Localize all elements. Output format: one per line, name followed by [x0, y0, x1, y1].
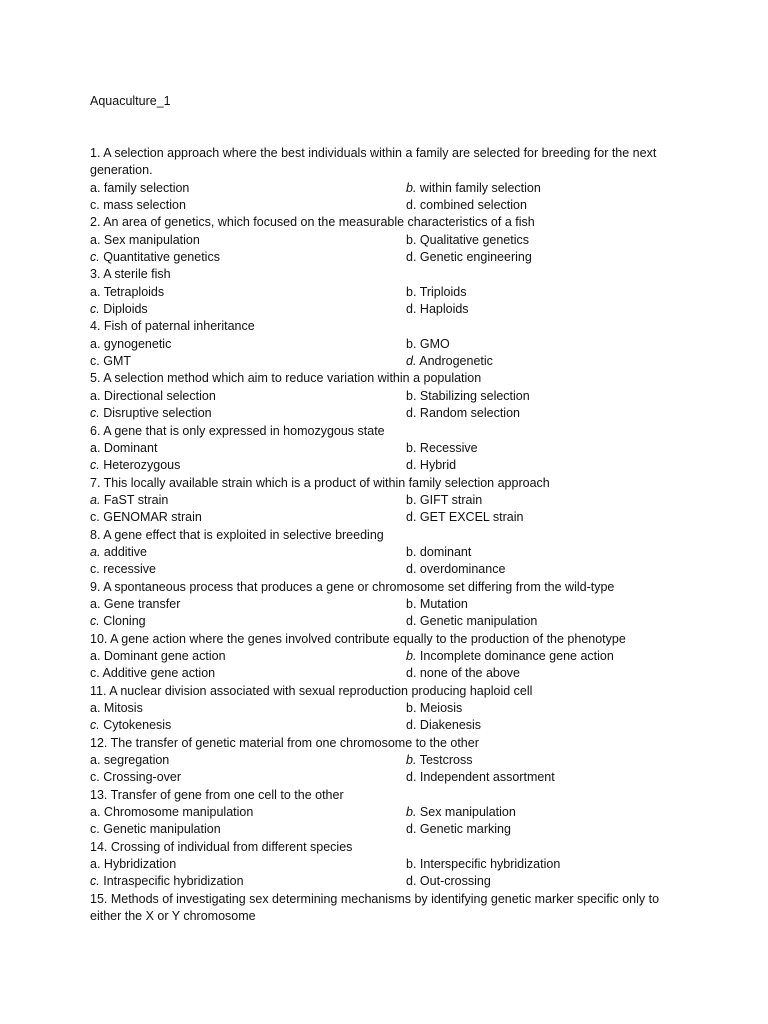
answer-option	[406, 821, 690, 838]
answer-option	[406, 873, 690, 890]
option-text: Testcross	[419, 753, 473, 768]
option-letter: c.	[90, 302, 100, 317]
option-letter: b.	[406, 753, 417, 768]
answer-option	[90, 717, 406, 734]
option-letter: b.	[406, 232, 417, 247]
question-text: 8. A gene effect that is exploited in selective breeding	[90, 527, 384, 542]
answer-options	[90, 752, 690, 787]
option-text: Stabilizing selection	[419, 388, 530, 403]
question-item	[90, 475, 690, 527]
option-text: family selection	[103, 180, 190, 195]
option-letter: a.	[90, 701, 101, 715]
option-letter: c.	[90, 562, 100, 577]
option-text: Androgenetic	[419, 354, 493, 369]
question-item	[90, 370, 690, 422]
option-text: dominant	[419, 544, 472, 559]
answer-option	[90, 648, 406, 665]
option-letter: b.	[406, 440, 417, 455]
answer-options	[90, 232, 690, 267]
option-text: GMO	[419, 336, 450, 351]
option-text: Mutation	[419, 596, 468, 611]
answer-option	[90, 665, 406, 682]
option-text: Cytokenesis	[103, 718, 172, 733]
answer-option	[90, 301, 406, 318]
answer-option	[90, 353, 406, 370]
answer-option	[90, 804, 406, 821]
option-text: GENOMAR strain	[103, 510, 202, 525]
option-text: Gene transfer	[103, 596, 181, 611]
option-text: mass selection	[103, 198, 186, 213]
answer-option	[406, 180, 690, 197]
option-letter: d.	[406, 614, 417, 629]
option-letter: c.	[90, 406, 100, 421]
option-text: Hybridization	[103, 857, 177, 872]
option-text: Genetic engineering	[419, 250, 532, 265]
question-text: 9. A spontaneous process that produces a gene or chromosome set differing from the wild-type	[90, 579, 615, 594]
option-text: Cloning	[103, 614, 146, 629]
option-letter: d.	[406, 562, 417, 577]
option-text: Incomplete dominance gene action	[419, 648, 614, 663]
answer-option	[406, 232, 690, 249]
question-item	[90, 214, 690, 266]
answer-option	[406, 665, 690, 682]
option-text: Recessive	[419, 440, 478, 455]
option-text: Dominant gene action	[103, 648, 226, 663]
answer-option	[90, 769, 406, 786]
answer-option	[90, 336, 406, 353]
question-text: 14. Crossing of individual from different species	[90, 839, 353, 854]
answer-options	[90, 544, 690, 579]
answer-option	[406, 197, 690, 214]
option-letter: b.	[406, 596, 417, 611]
option-letter: a.	[90, 753, 101, 768]
answer-options	[90, 180, 690, 215]
answer-option	[90, 388, 406, 405]
answer-option	[406, 336, 690, 353]
option-text: Hybrid	[419, 458, 457, 473]
option-text: combined selection	[419, 198, 527, 213]
answer-option	[406, 301, 690, 318]
question-text: 4. Fish of paternal inheritance	[90, 319, 255, 334]
option-letter: c.	[90, 198, 100, 213]
answer-option	[90, 856, 406, 873]
option-text: Dominant	[103, 440, 158, 455]
option-letter: d.	[406, 250, 417, 265]
option-letter: c.	[90, 354, 100, 369]
option-text: Qualitative genetics	[419, 232, 530, 247]
answer-option	[90, 544, 406, 561]
option-letter: d.	[406, 458, 417, 473]
option-letter: b.	[406, 180, 417, 195]
option-letter: b.	[406, 388, 417, 403]
option-letter: d.	[406, 406, 417, 421]
answer-option	[90, 232, 406, 249]
option-letter: c.	[90, 458, 100, 473]
option-letter: c.	[90, 250, 100, 265]
option-text: Mitosis	[103, 701, 143, 715]
option-text: Crossing-over	[103, 770, 182, 785]
option-text: Genetic manipulation	[103, 822, 221, 837]
option-letter: a.	[90, 857, 101, 872]
option-letter: b.	[406, 805, 417, 820]
answer-option	[406, 249, 690, 266]
answer-options	[90, 492, 690, 527]
answer-options	[90, 388, 690, 423]
option-text: Disruptive selection	[103, 406, 212, 421]
question-text: 2. An area of genetics, which focused on the measurable characteristics of a fish	[90, 215, 535, 230]
option-letter: d.	[406, 666, 417, 681]
option-letter: b.	[406, 701, 417, 715]
answer-option	[90, 821, 406, 838]
answer-option	[90, 613, 406, 630]
option-text: Meiosis	[419, 701, 463, 715]
option-text: Sex manipulation	[103, 232, 200, 247]
answer-options	[90, 336, 690, 371]
option-letter: d.	[406, 770, 417, 785]
option-letter: d.	[406, 822, 417, 837]
option-letter: b.	[406, 492, 417, 507]
option-letter: c.	[90, 614, 100, 629]
question-text: 7. This locally available strain which is a product of within family selection approach	[90, 475, 550, 490]
option-text: none of the above	[419, 666, 521, 681]
option-letter: a.	[90, 336, 101, 351]
answer-options	[90, 596, 690, 631]
option-letter: c.	[90, 822, 100, 837]
option-text: Intraspecific hybridization	[103, 874, 244, 889]
answer-options	[90, 700, 690, 735]
option-text: GET EXCEL strain	[419, 510, 524, 525]
answer-option	[406, 405, 690, 422]
option-text: additive	[103, 544, 148, 559]
option-letter: c.	[90, 718, 100, 733]
option-letter: c.	[90, 510, 100, 525]
answer-option	[406, 769, 690, 786]
option-text: within family selection	[419, 180, 541, 195]
option-letter: a.	[90, 805, 101, 820]
answer-option	[406, 284, 690, 301]
question-text: 15. Methods of investigating sex determining mechanisms by identifying genetic marker specific only to either the X or Y chromosome	[90, 891, 660, 924]
option-letter: b.	[406, 857, 417, 872]
question-text: 6. A gene that is only expressed in homozygous state	[90, 423, 385, 438]
answer-option	[406, 544, 690, 561]
option-text: Quantitative genetics	[103, 250, 220, 265]
answer-options	[90, 804, 690, 839]
answer-option	[406, 492, 690, 509]
answer-option	[406, 752, 690, 769]
option-letter: a.	[90, 492, 101, 507]
option-letter: a.	[90, 648, 101, 663]
answer-option	[90, 596, 406, 613]
question-item	[90, 631, 690, 683]
option-text: Diakenesis	[419, 718, 482, 733]
option-letter: a.	[90, 544, 101, 559]
answer-options	[90, 284, 690, 319]
option-text: Diploids	[103, 302, 148, 317]
answer-option	[90, 492, 406, 509]
option-letter: c.	[90, 770, 100, 785]
question-item	[90, 318, 690, 370]
option-letter: a.	[90, 284, 101, 299]
question-text: 11. A nuclear division associated with sexual reproduction producing haploid cell	[90, 683, 533, 698]
question-text: 12. The transfer of genetic material from one chromosome to the other	[90, 735, 479, 750]
option-letter: d.	[406, 510, 417, 525]
answer-option	[90, 197, 406, 214]
answer-option	[90, 440, 406, 457]
question-item	[90, 683, 690, 735]
option-text: Additive gene action	[102, 666, 216, 681]
option-letter: d.	[406, 874, 417, 889]
answer-option	[406, 509, 690, 526]
question-item	[90, 266, 690, 318]
answer-options	[90, 440, 690, 475]
question-item	[90, 891, 690, 926]
answer-option	[406, 613, 690, 630]
option-letter: d.	[406, 302, 417, 317]
option-text: overdominance	[419, 562, 506, 577]
answer-option	[406, 856, 690, 873]
answer-options	[90, 648, 690, 683]
option-letter: a.	[90, 596, 101, 611]
option-text: Genetic manipulation	[419, 614, 538, 629]
answer-option	[90, 457, 406, 474]
answer-option	[406, 353, 690, 370]
option-text: Directional selection	[103, 388, 216, 403]
option-text: FaST strain	[103, 492, 169, 507]
document-title: Aquaculture_1	[90, 94, 171, 108]
option-letter: b.	[406, 336, 417, 351]
answer-option	[90, 405, 406, 422]
question-item	[90, 735, 690, 787]
option-letter: c.	[90, 666, 100, 681]
option-text: Sex manipulation	[419, 805, 516, 820]
option-letter: a.	[90, 440, 101, 455]
option-text: Triploids	[419, 284, 467, 299]
option-letter: d.	[406, 718, 417, 733]
answer-option	[406, 596, 690, 613]
option-letter: a.	[90, 388, 101, 403]
option-letter: a.	[90, 232, 101, 247]
option-text: Chromosome manipulation	[103, 805, 254, 820]
answer-option	[406, 457, 690, 474]
option-text: GIFT strain	[419, 492, 483, 507]
answer-option	[406, 440, 690, 457]
option-text: Interspecific hybridization	[419, 857, 561, 872]
answer-option	[90, 249, 406, 266]
answer-option	[406, 804, 690, 821]
question-item	[90, 527, 690, 579]
option-text: recessive	[103, 562, 157, 577]
option-letter: c.	[90, 874, 100, 889]
question-item	[90, 423, 690, 475]
answer-option	[90, 284, 406, 301]
question-text: 5. A selection method which aim to reduce variation within a population	[90, 371, 482, 386]
question-text: 3. A sterile fish	[90, 267, 171, 282]
option-text: gynogenetic	[103, 336, 172, 351]
option-text: Haploids	[419, 302, 469, 317]
option-text: Tetraploids	[103, 284, 165, 299]
option-letter: b.	[406, 284, 417, 299]
option-text: Independent assortment	[419, 770, 555, 785]
answer-option	[90, 752, 406, 769]
answer-option	[90, 873, 406, 890]
option-text: Genetic marking	[419, 822, 511, 837]
answer-option	[406, 717, 690, 734]
question-item	[90, 145, 690, 214]
option-letter: d.	[406, 198, 417, 213]
option-letter: d.	[406, 354, 417, 369]
option-text: GMT	[103, 354, 131, 369]
option-text: Out-crossing	[419, 874, 491, 889]
option-text: Random selection	[419, 406, 520, 421]
answer-option	[406, 561, 690, 578]
question-list	[90, 145, 690, 925]
option-text: segregation	[103, 753, 170, 768]
answer-option	[90, 180, 406, 197]
question-item	[90, 579, 690, 631]
question-text: 10. A gene action where the genes involved contribute equally to the production of the phenotype	[90, 631, 626, 646]
answer-option	[90, 561, 406, 578]
option-text: Heterozygous	[103, 458, 181, 473]
answer-option	[406, 388, 690, 405]
question-text: 13. Transfer of gene from one cell to the other	[90, 787, 344, 802]
option-letter: a.	[90, 180, 101, 195]
option-letter: b.	[406, 648, 417, 663]
question-text: 1. A selection approach where the best individuals within a family are selected for breeding for the next generation.	[90, 146, 657, 178]
answer-option	[406, 700, 690, 717]
question-item	[90, 839, 690, 891]
answer-option	[90, 700, 406, 717]
answer-options	[90, 856, 690, 891]
question-item	[90, 787, 690, 839]
answer-option	[90, 509, 406, 526]
option-letter: b.	[406, 544, 417, 559]
answer-option	[406, 648, 690, 665]
